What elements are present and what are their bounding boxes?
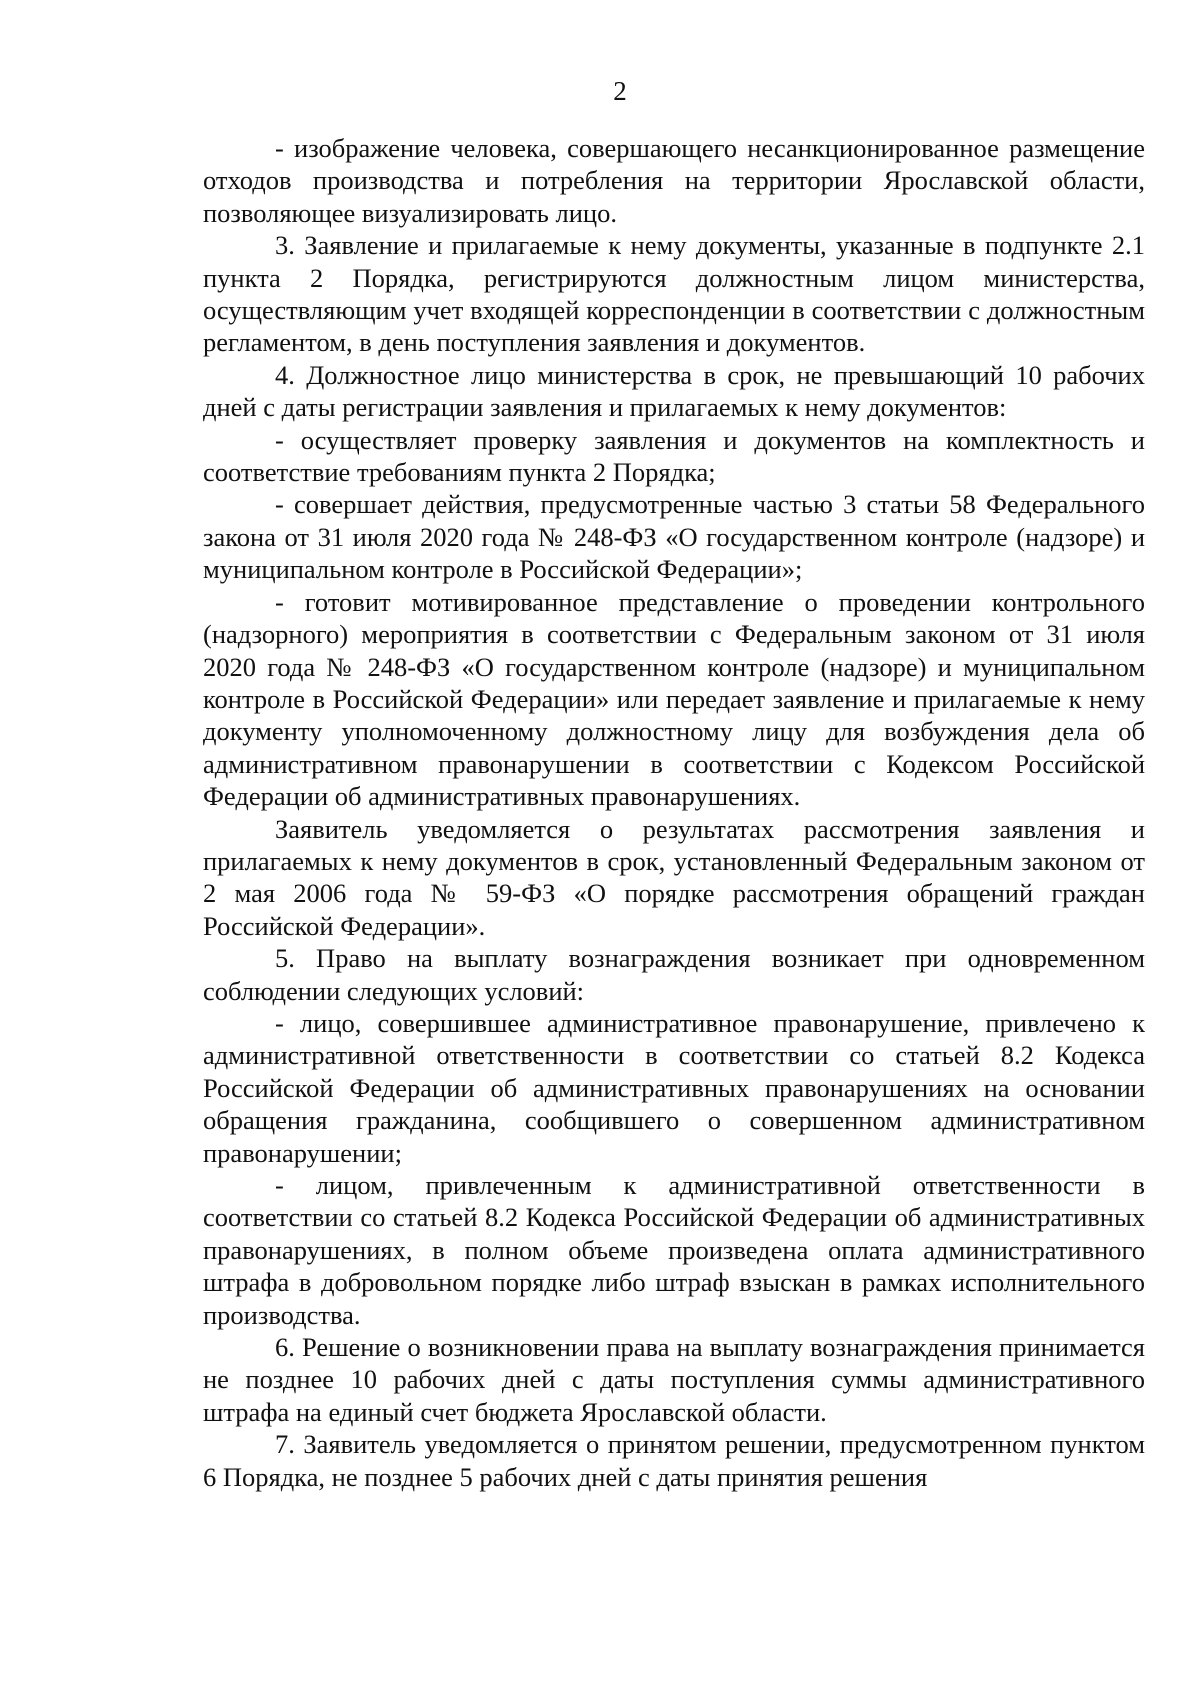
document-body: [203, 132, 1145, 1493]
paragraph-applicant-notified: Заявитель уведомляется о результатах рассмотрения заявления и прилагаемых к нему документов в срок, установленный Федеральным законом от 2 мая 2006 года № 59-ФЗ «О порядке рассмотрения обращений граждан Российской Федерации».: [203, 813, 1145, 941]
paragraph-item-4: 4. Должностное лицо министерства в срок, не превышающий 10 рабочих дней с даты регистрации заявления и прилагаемых к нему документов:: [203, 359, 1145, 423]
paragraph-item-5-condition-1: - лицо, совершившее административное правонарушение, привлечено к административной ответственности в соответствии со статьей 8.2 Кодекса Российской Федерации об административных правонарушениях на основании обращения гражданина, сообщившего о совершенном административном правонарушении;: [203, 1007, 1145, 1168]
paragraph-item-3: 3. Заявление и прилагаемые к нему документы, указанные в подпункте 2.1 пункта 2 Порядка, регистрируются должностным лицом министерства, осуществляющим учет входящей корреспонденции в соответствии с должностным регламентом, в день поступления заявления и документов.: [203, 230, 1145, 358]
page-number: 2: [613, 76, 627, 106]
paragraph-item-5-condition-2: - лицом, привлеченным к административной ответственности в соответствии со статьей 8.2 Кодекса Российской Федерации об административных правонарушениях, в полном объеме произведена оплата административного штрафа в добровольном порядке либо штраф взыскан в рамках исполнительного производства.: [203, 1170, 1145, 1330]
paragraph-item-7: 7. Заявитель уведомляется о принятом решении, предусмотренном пунктом 6 Порядка, не позднее 5 рабочих дней с даты принятия решения: [203, 1429, 1145, 1492]
paragraph-image-description: - изображение человека, совершающего несанкционированное размещение отходов производства и потребления на территории Ярославской области, позволяющее визуализировать лицо.: [203, 133, 1145, 228]
paragraph-item-4-actions: - совершает действия, предусмотренные частью 3 статьи 58 Федерального закона от 31 июля 2020 года № 248-ФЗ «О государственном контроле (надзоре) и муниципальном контроле в Российской Федерации»;: [203, 489, 1145, 585]
paragraph-item-4-prepares: - готовит мотивированное представление о проведении контрольного (надзорного) мероприятия в соответствии с Федеральным законом от 31 июля 2020 года № 248-ФЗ «О государственном контроле (надзоре) и муниципальном контроле в Российской Федерации» или передает заявление и прилагаемые к нему документу уполномоченному должностному лицу для возбуждения дела об административном правонарушении в соответствии с Кодексом Российской Федерации об административных правонарушениях.: [203, 586, 1145, 812]
paragraph-item-5: 5. Право на выплату вознаграждения возникает при одновременном соблюдении следующих условий:: [203, 943, 1145, 1006]
paragraph-item-6: 6. Решение о возникновении права на выплату вознаграждения принимается не позднее 10 рабочих дней с даты поступления суммы административного штрафа на единый счет бюджета Ярославской области.: [203, 1332, 1145, 1427]
paragraph-item-4-check: - осуществляет проверку заявления и документов на комплектность и соответствие требованиям пункта 2 Порядка;: [203, 424, 1145, 488]
